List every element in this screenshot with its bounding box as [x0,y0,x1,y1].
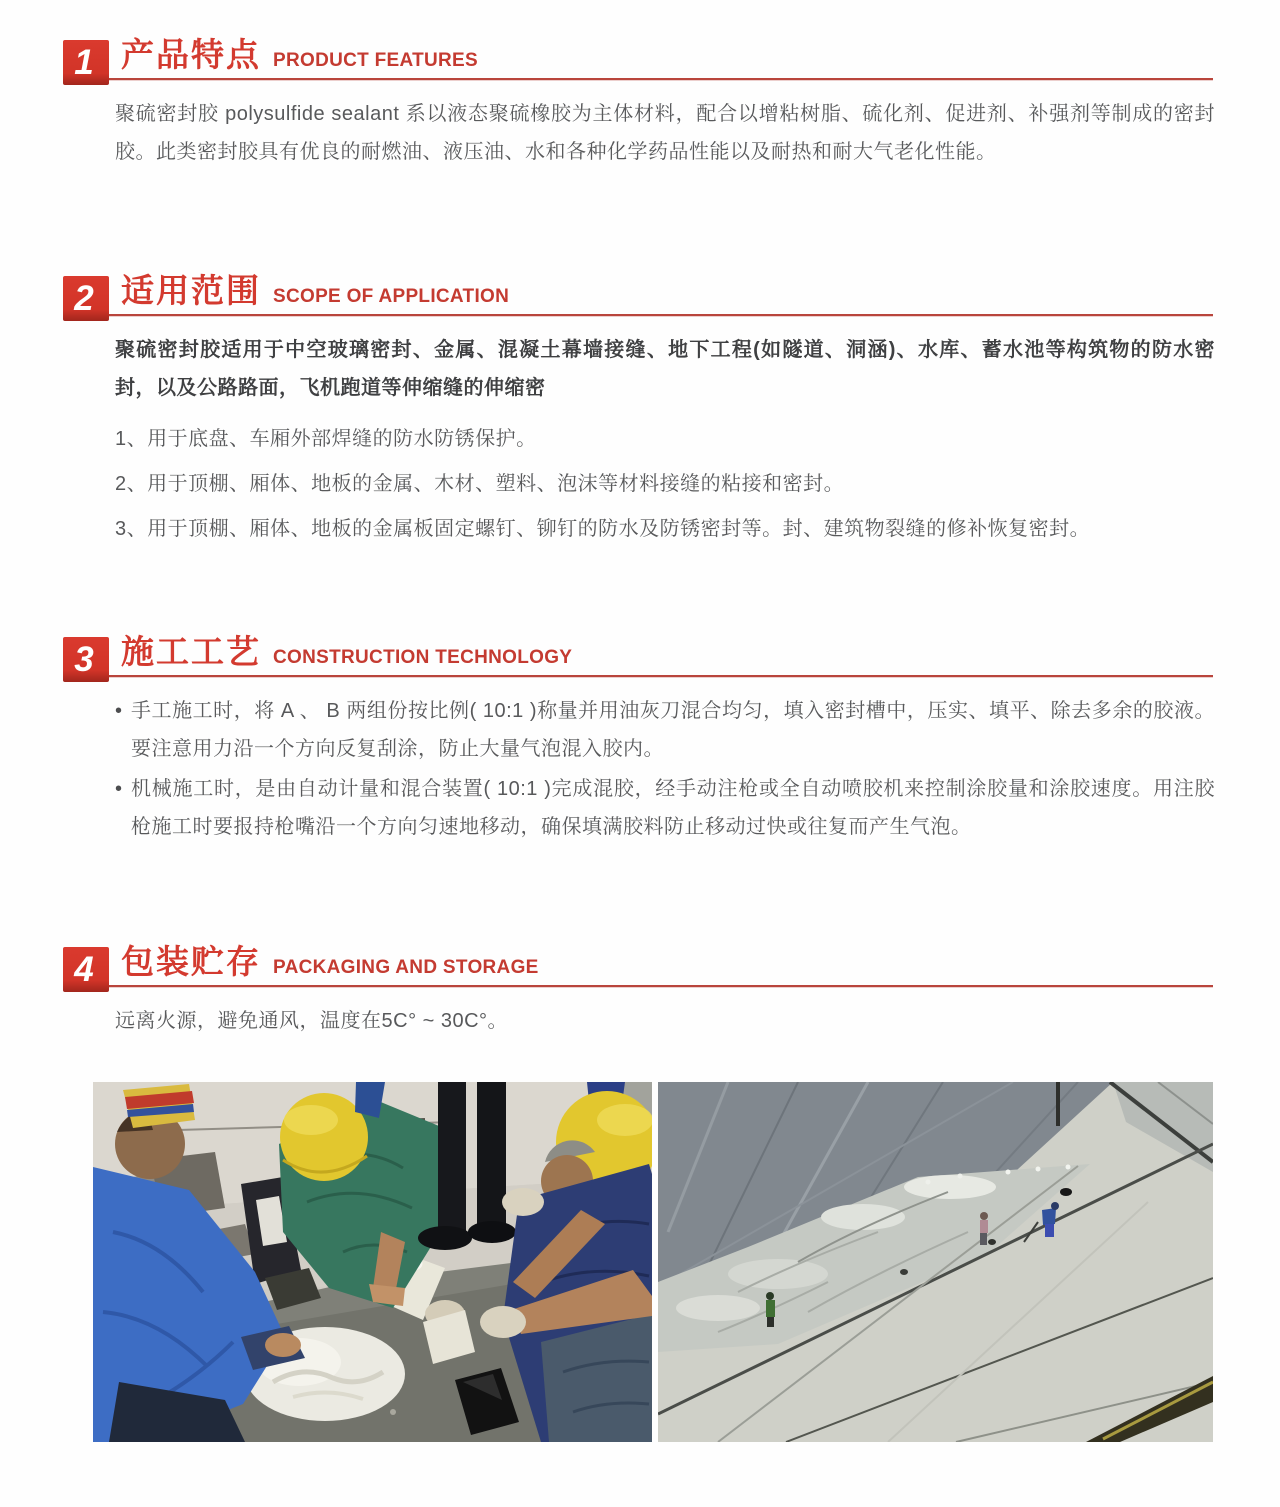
section-header [63,272,1213,318]
section-title-en: SCOPE OF APPLICATION [273,286,510,307]
section-number-badge: 2 [63,276,109,321]
photo-strip [93,1082,1213,1442]
section-header [63,36,1213,82]
section-number-badge: 1 [63,40,109,85]
concrete-dam-slope-illustration [658,1082,1213,1442]
section-titles [121,265,509,312]
workers-mixing-sealant-photo [93,1082,652,1442]
section-title-en: CONSTRUCTION TECHNOLOGY [273,647,573,668]
bullet-list [115,692,1215,846]
section-packaging-and-storage [63,943,1213,1040]
section-title-cn: 施工工艺 [121,633,261,670]
concrete-dam-slope-photo [658,1082,1213,1442]
list-item-text: 机械施工时，是由自动计量和混合装置( 10:1 )完成混胶，经手动注枪或全自动喷胶机来控制涂胶量和涂胶速度。用注胶枪施工时要报持枪嘴沿一个方向匀速地移动，确保填满胶料防止移动过快或往复而产生气泡。 [131,778,1215,838]
section-paragraph: 远离火源，避免通风，温度在5C° ~ 30C°。 [115,1010,509,1032]
section-number-badge: 4 [63,947,109,992]
section-scope-of-application [63,272,1215,547]
section-construction-technology [63,633,1215,846]
numbered-list [115,421,1215,547]
list-item: 3、用于顶棚、厢体、地板的金属板固定螺钉、铆钉的防水及防锈密封等。封、建筑物裂缝的修补恢复密封。 [115,518,1091,540]
section-title-en: PRODUCT FEATURES [273,50,479,71]
list-item [115,770,1215,846]
bullet-icon: • [115,778,123,800]
section-title-cn: 产品特点 [121,36,261,73]
section-titles [121,29,478,76]
workers-mixing-sealant-illustration [93,1082,652,1442]
section-title-en: PACKAGING AND STORAGE [273,957,539,978]
bullet-icon: • [115,700,123,722]
section-titles [121,626,572,673]
section-lead-paragraph: 聚硫密封胶适用于中空玻璃密封、金属、混凝土幕墙接缝、地下工程(如隧道、洞涵)、水库、蓄水池等构筑物的防水密封，以及公路路面，飞机跑道等伸缩缝的伸缩密 [115,339,1215,399]
section-header [63,633,1213,679]
list-item [115,692,1215,768]
section-paragraph: 聚硫密封胶 polysulfide sealant 系以液态聚硫橡胶为主体材料，配合以增粘树脂、硫化剂、促进剂、补强剂等制成的密封胶。此类密封胶具有优良的耐燃油、液压油、水和各种化学药品性能以及耐热和耐大气老化性能。 [115,103,1215,163]
list-item-text: 手工施工时，将 A 、 B 两组份按比例( 10:1 )称量并用油灰刀混合均匀，填入密封槽中，压实、填平、除去多余的胶液。要注意用力沿一个方向反复刮涂，防止大量气泡混入胶内。 [131,700,1215,760]
section-product-features [63,36,1215,171]
section-header [63,943,1213,989]
list-item: 1、用于底盘、车厢外部焊缝的防水防锈保护。 [115,428,537,450]
section-number-badge: 3 [63,637,109,682]
section-title-cn: 包装贮存 [121,943,261,980]
list-item: 2、用于顶棚、厢体、地板的金属、木材、塑料、泡沫等材料接缝的粘接和密封。 [115,473,845,495]
section-titles [121,936,539,983]
section-title-cn: 适用范围 [121,272,261,309]
